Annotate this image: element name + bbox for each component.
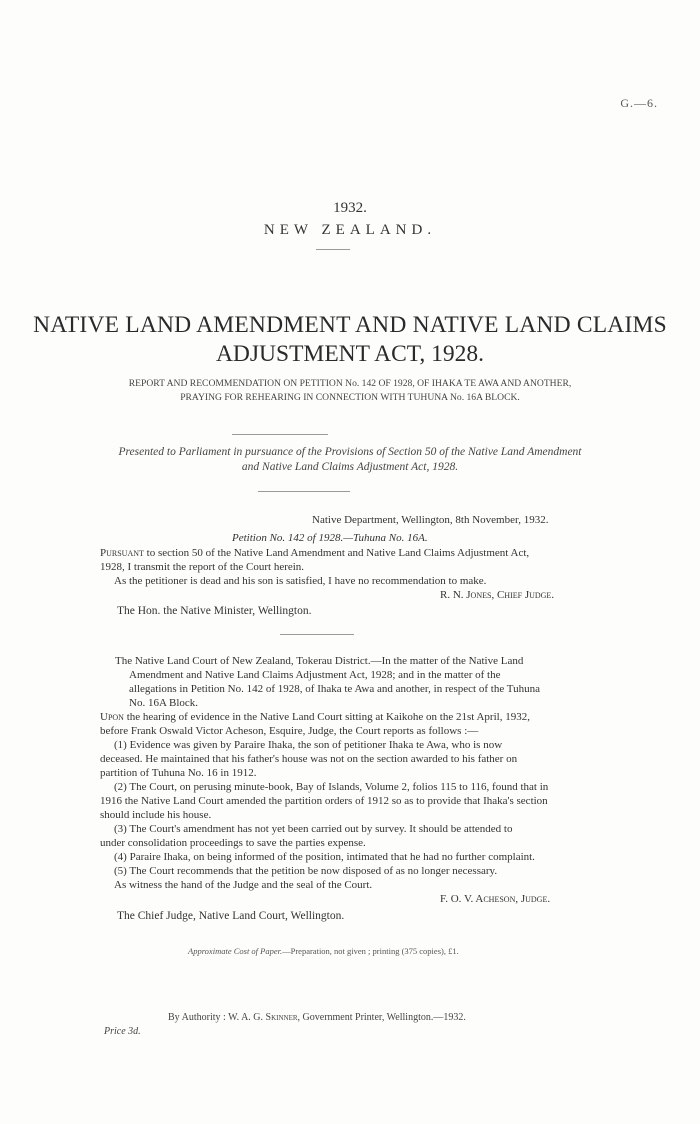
presented-line-2	[0, 461, 700, 473]
upon-line-2: before Frank Oswald Victor Acheson, Esquire, Judge, the Court reports as follows :—	[100, 725, 479, 737]
approximate-cost	[188, 946, 459, 956]
finding-3-line-2: under consolidation proceedings to save the parties expense.	[100, 837, 366, 849]
finding-3-line-1: (3) The Court's amendment has not yet been carried out by survey. It should be attended to	[114, 823, 513, 835]
pursuant-rest: to section 50 of the Native Land Amendment and Native Land Claims Adjustment Act,	[143, 547, 530, 559]
presented-line-1	[0, 446, 700, 458]
printer-name: Skinner	[265, 1012, 298, 1023]
letter-line-1	[100, 547, 529, 561]
finding-5: (5) The Court recommends that the petition be now disposed of as no longer necessary.	[114, 865, 498, 877]
letter-line-3: As the petitioner is dead and his son is satisfied, I have no recommendation to make.	[114, 575, 487, 587]
act-title-line-1: NATIVE LAND AMENDMENT AND NATIVE LAND CLAIMS	[33, 312, 667, 338]
authority-suffix: , Government Printer, Wellington.—1932.	[297, 1012, 466, 1023]
report-subtitle-line-2: PRAYING FOR REHEARING IN CONNECTION WITH TUHUNA No. 16A BLOCK.	[180, 392, 520, 403]
cost-label: Approximate Cost of Paper.	[188, 946, 283, 956]
report-addressee: The Chief Judge, Native Land Court, Wellington.	[117, 910, 345, 922]
petition-reference: Petition No. 142 of 1928.—Tuhuna No. 16A.	[232, 532, 428, 544]
letter-signature: R. N. Jones, Chief Judge.	[440, 589, 555, 601]
finding-2-line-1: (2) The Court, on perusing minute-book, Bay of Islands, Volume 2, folios 115 to 116, found that in	[114, 781, 549, 793]
report-intro-1: The Native Land Court of New Zealand, Tokerau District.—In the matter of the Native Land	[115, 655, 524, 667]
act-title-line-2: ADJUSTMENT ACT, 1928.	[215, 341, 485, 367]
upon-rest: the hearing of evidence in the Native Land Court sitting at Kaikohe on the 21st April, 1932,	[123, 711, 530, 723]
short-rule	[316, 249, 350, 250]
finding-2-line-3: should include his house.	[100, 809, 212, 821]
cost-detail: —Preparation, not given ; printing (375 copies), £1.	[282, 946, 459, 956]
authority-line	[168, 1012, 466, 1023]
presented-text-2: and Native Land Claims Adjustment Act, 1928.	[241, 461, 459, 473]
report-intro-4: No. 16A Block.	[129, 697, 199, 709]
report-intro-3: allegations in Petition No. 142 of 1928, of Ihaka te Awa and another, in respect of the Tuhuna	[129, 683, 540, 695]
finding-1-line-3: partition of Tuhuna No. 16 in 1912.	[100, 767, 257, 779]
page-reference: G.—6.	[620, 96, 658, 110]
report-subtitle-line-1: REPORT AND RECOMMENDATION ON PETITION No. 142 OF 1928, OF IHAKA TE AWA AND ANOTHER,	[128, 378, 572, 389]
price: Price 3d.	[104, 1026, 141, 1037]
divider-rule	[258, 491, 350, 492]
divider-rule	[232, 434, 328, 435]
upon-line-1	[100, 711, 530, 725]
finding-1-line-1: (1) Evidence was given by Paraire Ihaka, the son of petitioner Ihaka te Awa, who is now	[114, 739, 503, 751]
pursuant-word: Pursuant	[100, 547, 144, 559]
country-heading: NEW ZEALAND.	[263, 222, 437, 238]
witness-line: As witness the hand of the Judge and the seal of the Court.	[114, 879, 373, 891]
report-intro-2: Amendment and Native Land Claims Adjustment Act, 1928; and in the matter of the	[129, 669, 501, 681]
upon-word: Upon	[100, 711, 124, 723]
letter-line-2: 1928, I transmit the report of the Court herein.	[100, 561, 305, 573]
report-signature: F. O. V. Acheson, Judge.	[440, 893, 551, 905]
divider-rule	[280, 634, 354, 635]
letter-addressee: The Hon. the Native Minister, Wellington.	[117, 605, 312, 617]
finding-1-line-2: deceased. He maintained that his father's house was not on the section awarded to his father on	[100, 753, 518, 765]
department-date: Native Department, Wellington, 8th November, 1932.	[312, 514, 549, 526]
presented-text-1: Presented to Parliament in pursuance of the Provisions of Section 50 of the Native Land Amendment	[118, 446, 582, 458]
finding-4: (4) Paraire Ihaka, on being informed of the position, intimated that he had no further complaint.	[114, 851, 535, 863]
finding-2-line-2: 1916 the Native Land Court amended the partition orders of 1912 so as to provide that Ihaka's section	[100, 795, 548, 807]
year: 1932.	[333, 200, 367, 216]
authority-prefix: By Authority : W. A. G.	[168, 1012, 266, 1023]
